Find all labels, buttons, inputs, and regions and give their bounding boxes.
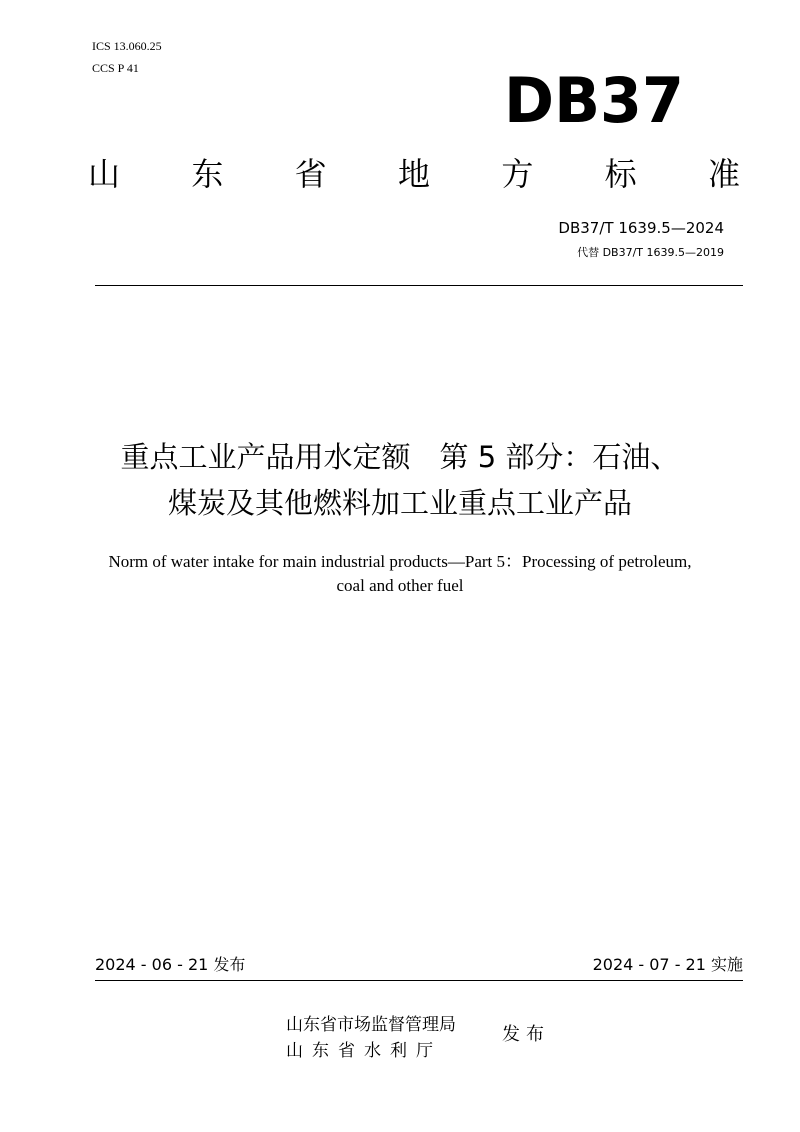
- title-char: 准: [707, 155, 740, 193]
- title-char: 标: [604, 155, 637, 193]
- title-char: 方: [501, 155, 534, 193]
- issue-label: 发布: [502, 1024, 550, 1045]
- bottom-divider: [95, 980, 743, 981]
- db37-logo-text: DB37: [504, 66, 684, 132]
- chinese-title-line-1: 重点工业产品用水定额 第 5 部分：石油、: [120, 440, 680, 474]
- db37-logo: [504, 66, 688, 132]
- english-title: [60, 550, 740, 598]
- replaces-standard: 代替 DB37/T 1639.5—2019: [577, 246, 724, 259]
- top-divider: [95, 285, 743, 286]
- title-char: 东: [191, 155, 224, 193]
- standard-type-title: [88, 150, 740, 198]
- title-char: 地: [397, 155, 430, 193]
- standard-number: DB37/T 1639.5—2024: [558, 219, 724, 237]
- english-title-line-2: coal and other fuel: [336, 576, 464, 595]
- ccs-code: CCS P 41: [92, 61, 139, 75]
- implementation-date: 2024 - 07 - 21 实施: [592, 955, 743, 974]
- issuer-water-resources: 山东省水利厅: [286, 1041, 442, 1061]
- title-char: 山: [88, 155, 121, 193]
- publish-date: 2024 - 06 - 21 发布: [95, 955, 246, 974]
- ics-code: ICS 13.060.25: [92, 39, 162, 53]
- title-char: 省: [294, 155, 327, 193]
- chinese-title: [60, 434, 740, 526]
- english-title-line-1: Norm of water intake for main industrial products—Part 5：Processing of petroleum,: [108, 552, 692, 571]
- chinese-title-line-2: 煤炭及其他燃料加工业重点工业产品: [167, 486, 632, 520]
- issuer-market-regulation: 山东省市场监督管理局: [286, 1015, 456, 1035]
- issuing-authorities: [286, 1012, 456, 1064]
